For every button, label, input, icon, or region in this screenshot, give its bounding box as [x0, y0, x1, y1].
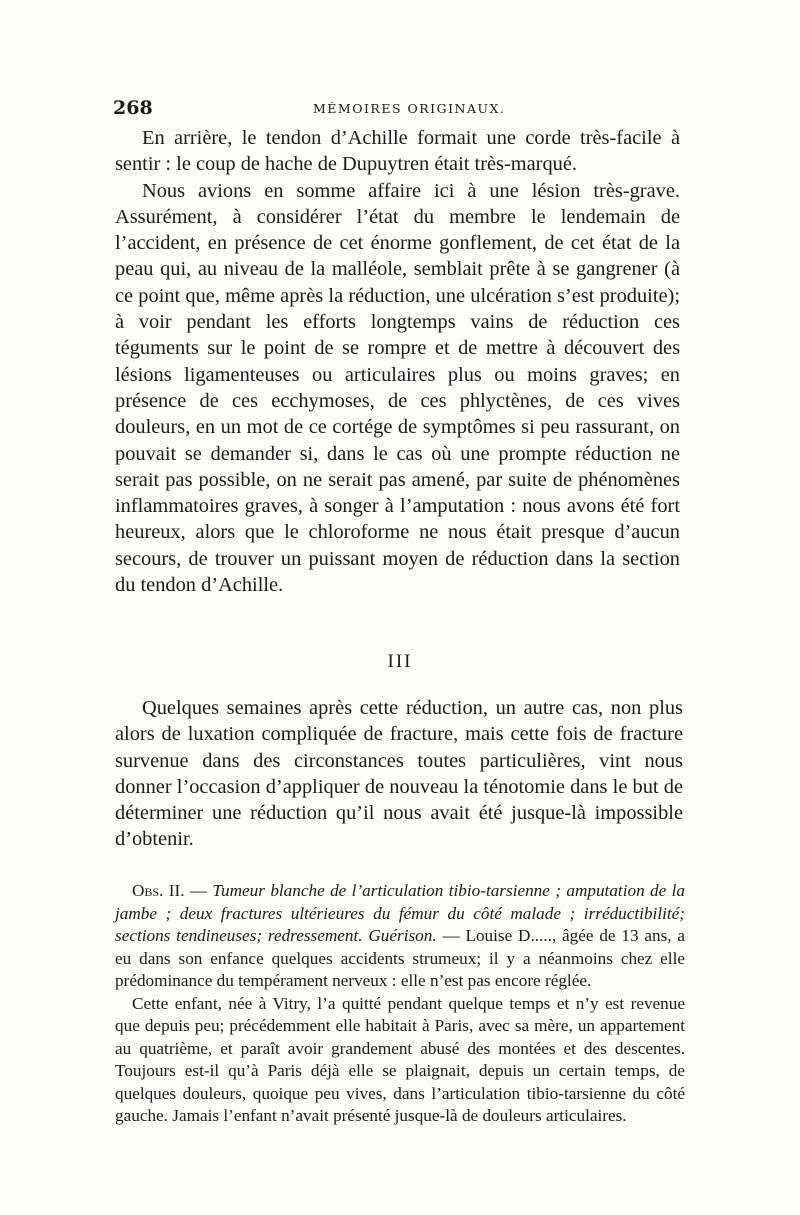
body-text-middle [115, 695, 683, 853]
observation-block [115, 880, 685, 1128]
paragraph: En arrière, le tendon d’Achille formait une corde très-facile à sentir : le coup de hache de Dupuytren était très-marqué. [115, 127, 680, 176]
observation-label: Obs. II. [132, 881, 185, 900]
observation-dash: — [184, 881, 213, 900]
page-number: 268 [113, 97, 153, 119]
observation-title: Tumeur blanche de l’articulation tibio-tarsienne ; amputation de la jambe ; deux fractures ultérieures du fémur du côté malade ; irréductibilité; sections tendineuses; redressement. Guérison. [115, 881, 685, 945]
paragraph: Quelques semaines après cette réduction, un autre cas, non plus alors de luxation compliquée de fracture, mais cette fois de fracture survenue dans des circonstances toutes particulières, vint nous donner l’occasion d’appliquer de nouveau la ténotomie dans le but de déterminer une réduction qu’il nous avait été jusque-là impossible d’obtenir. [115, 697, 683, 851]
body-text-top [115, 125, 680, 598]
section-heading: III [387, 651, 413, 672]
observation-paragraph-2: Cette enfant, née à Vitry, l’a quitté pendant quelque temps et n’y est revenue que depuis peu; précédemment elle habitait à Paris, avec sa mère, un appartement au quatrième, et paraît avoir grandement abusé des montées et des descentes. Toujours est-il qu’à Paris déjà elle se plaignait, depuis un certain temps, de quelques douleurs, quoique peu vives, dans l’articulation tibio-tarsienne du côté gauche. Jamais l’enfant n’avait présenté jusque-là de douleurs articulaires. [115, 993, 685, 1125]
page-header [113, 97, 693, 123]
paragraph: Nous avions en somme affaire ici à une lésion très-grave. Assurément, à considérer l’état du membre le lendemain de l’accident, en présence de cet énorme gonflement, de cet état de la peau qui, au niveau de la malléole, semblait prête à se gangrener (à ce point que, même après la réduction, une ulcération s’est produite); à voir pendant les efforts longtemps vains de réduction ces téguments sur le point de se rompre et de mettre à découvert des lésions ligamenteuses ou articulaires plus ou moins graves; en présence de ces ecchymoses, de ces phlyctènes, de ces vives douleurs, en un mot de ce cortége de symptômes si peu rassurant, on pouvait se demander si, dans le cas où une prompte réduction ne serait pas possible, on ne serait pas amené, par suite de phénomènes inflammatoires graves, à songer à l’amputation : nous avons été fort heureux, alors que le chloroforme ne nous était presque d’aucun secours, de trouver un puissant moyen de réduction dans la section du tendon d’Achille. [115, 179, 680, 597]
observation-intro: — Louise D....., âgée de 13 ans, a eu dans son enfance quelques accidents strumeux; il y a néanmoins chez elle prédominance du tempérament nerveux : elle n’est pas encore réglée. [115, 926, 685, 990]
observation-paragraph [115, 880, 685, 993]
running-head: MÉMOIRES ORIGINAUX. [313, 101, 506, 116]
